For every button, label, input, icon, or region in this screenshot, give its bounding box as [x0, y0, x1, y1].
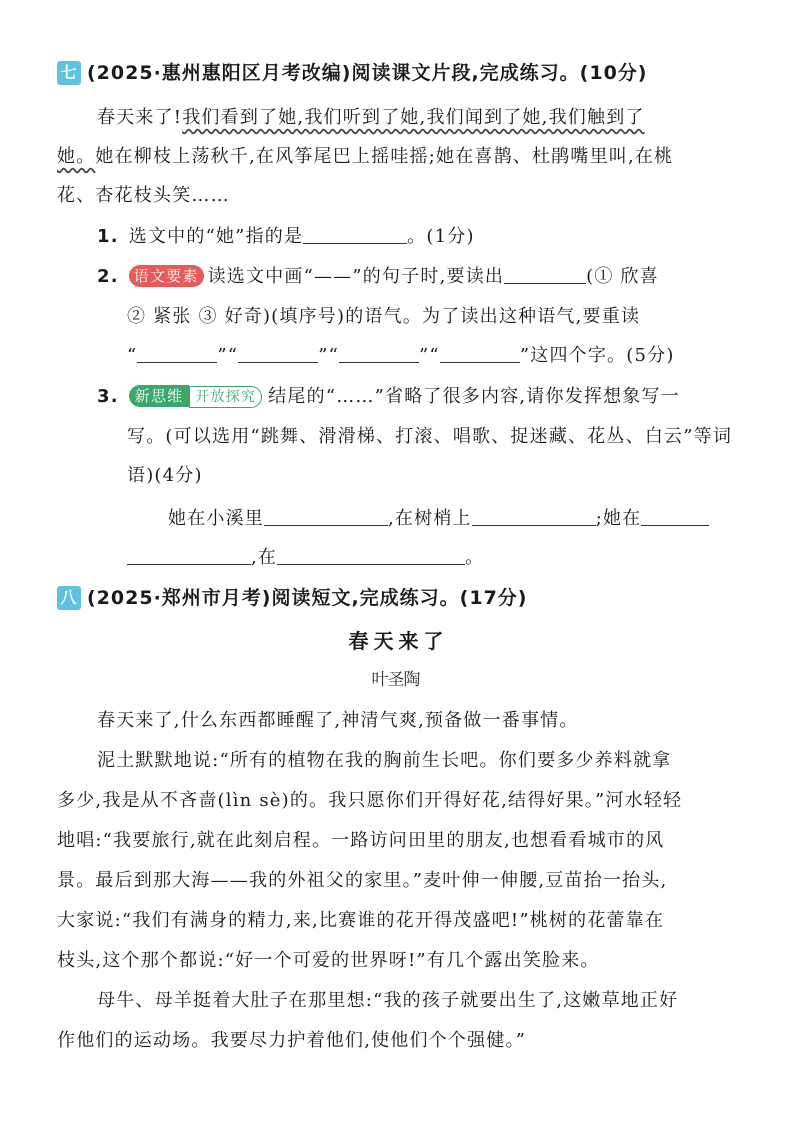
question-3-line-3: 语)(4分)	[127, 465, 203, 486]
question-text: 结尾的“……”省略了很多内容,请你发挥想象写一	[268, 386, 680, 407]
answer-blank[interactable]	[339, 344, 419, 363]
answer-blank[interactable]	[641, 507, 709, 526]
section-7-heading	[57, 58, 648, 85]
wavy-underlined-sentence-end: 她。	[57, 146, 96, 167]
xin-siwei-tag: 新思维	[129, 385, 190, 407]
answer-blank[interactable]	[238, 344, 318, 363]
question-number: 2.	[97, 266, 119, 287]
quote-mark: ”“	[318, 345, 340, 366]
question-text: 读选文中画“——”的句子时,要读出	[207, 266, 505, 287]
quote-mark: ”“	[217, 345, 239, 366]
kaifang-tanjiu-tag: 开放探究	[189, 386, 262, 408]
passage-line-1	[97, 103, 645, 129]
fill-text: ,在	[251, 547, 278, 568]
yuwen-yaosu-tag: 语文要素	[129, 265, 204, 287]
answer-blank[interactable]	[440, 344, 520, 363]
question-text: (① 欣喜	[586, 266, 659, 287]
article-title: 春 天 来 了	[348, 629, 443, 653]
question-text: 选文中的“她”指的是	[128, 226, 304, 247]
passage-text: 她在柳枝上荡秋千,在风筝尾巴上摇哇摇;她在喜鹊、杜鹃嘴里叫,在桃	[95, 146, 674, 167]
article-paragraph-line: 大家说:“我们有满身的精力,来,比赛谁的花开得茂盛吧!”桃树的花蕾靠在	[57, 910, 665, 931]
question-2-line-1	[97, 262, 659, 288]
passage-text: 春天来了!	[97, 107, 183, 128]
answer-blank[interactable]	[504, 265, 586, 284]
section-8-badge: 八	[57, 586, 81, 610]
section-7-badge: 七	[57, 61, 81, 85]
question-number: 1.	[97, 226, 119, 247]
answer-blank[interactable]	[277, 546, 465, 565]
question-score: 。(1分)	[407, 226, 475, 247]
quote-mark: ”“	[419, 345, 440, 366]
wavy-underlined-sentence: 我们看到了她,我们听到了她,我们闻到了她,我们触到了	[182, 107, 645, 128]
article-paragraph-line: 春天来了,什么东西都睡醒了,神清气爽,预备做一番事情。	[97, 710, 579, 731]
question-3-line-2: 写。(可以选用“跳舞、滑滑梯、打滚、唱歌、捉迷藏、花丛、白云”等词	[127, 426, 733, 447]
section-8-heading	[57, 583, 528, 610]
question-1	[97, 222, 475, 248]
fill-text: 。	[465, 547, 485, 568]
fill-text: 她在小溪里	[168, 508, 264, 529]
question-3-line-1	[97, 382, 680, 408]
section-8-title: (2025·郑州市月考)阅读短文,完成练习。(17分)	[87, 587, 528, 609]
answer-blank[interactable]	[127, 546, 251, 565]
question-score: ”这四个字。(5分)	[519, 345, 675, 366]
article-paragraph-line: 母牛、母羊挺着大肚子在那里想:“我的孩子就要出生了,这嫩草地正好	[97, 990, 679, 1011]
article-author: 叶圣陶	[371, 670, 420, 690]
question-2-line-2: ② 紧张 ③ 好奇)(填序号)的语气。为了读出这种语气,要重读	[127, 306, 641, 327]
passage-line-2	[57, 142, 673, 168]
article-paragraph-line: 作他们的运动场。我要尽力护着他们,使他们个个强健。”	[57, 1030, 527, 1051]
question-number: 3.	[97, 386, 119, 407]
article-paragraph-line: 景。最后到那大海——我的外祖父的家里。”麦叶伸一伸腰,豆苗抬一抬头,	[57, 870, 668, 891]
answer-blank[interactable]	[137, 344, 217, 363]
fill-text: ;她在	[595, 508, 642, 529]
answer-blank[interactable]	[303, 225, 407, 244]
quote-mark: “	[127, 345, 138, 366]
question-3-fill-line-2	[127, 543, 484, 569]
fill-text: ,在树梢上	[388, 508, 472, 529]
article-paragraph-line: 泥土默默地说:“所有的植物在我的胸前生长吧。你们要多少养料就拿	[97, 750, 672, 771]
question-3-fill-line-1	[168, 504, 709, 530]
section-7-title: (2025·惠州惠阳区月考改编)阅读课文片段,完成练习。(10分)	[87, 62, 648, 84]
article-paragraph-line: 多少,我是从不吝啬(lìn sè)的。我只愿你们开得好花,结得好果。”河水轻轻	[57, 790, 683, 811]
passage-line-3: 花、杏花枝头笑……	[57, 185, 230, 206]
article-paragraph-line: 地唱:“我要旅行,就在此刻启程。一路访问田里的朋友,也想看看城市的风	[57, 830, 665, 851]
answer-blank[interactable]	[472, 507, 596, 526]
article-paragraph-line: 枝头,这个那个都说:“好一个可爱的世界呀!”有几个露出笑脸来。	[57, 950, 600, 971]
answer-blank[interactable]	[264, 507, 388, 526]
question-2-line-3	[127, 341, 675, 367]
